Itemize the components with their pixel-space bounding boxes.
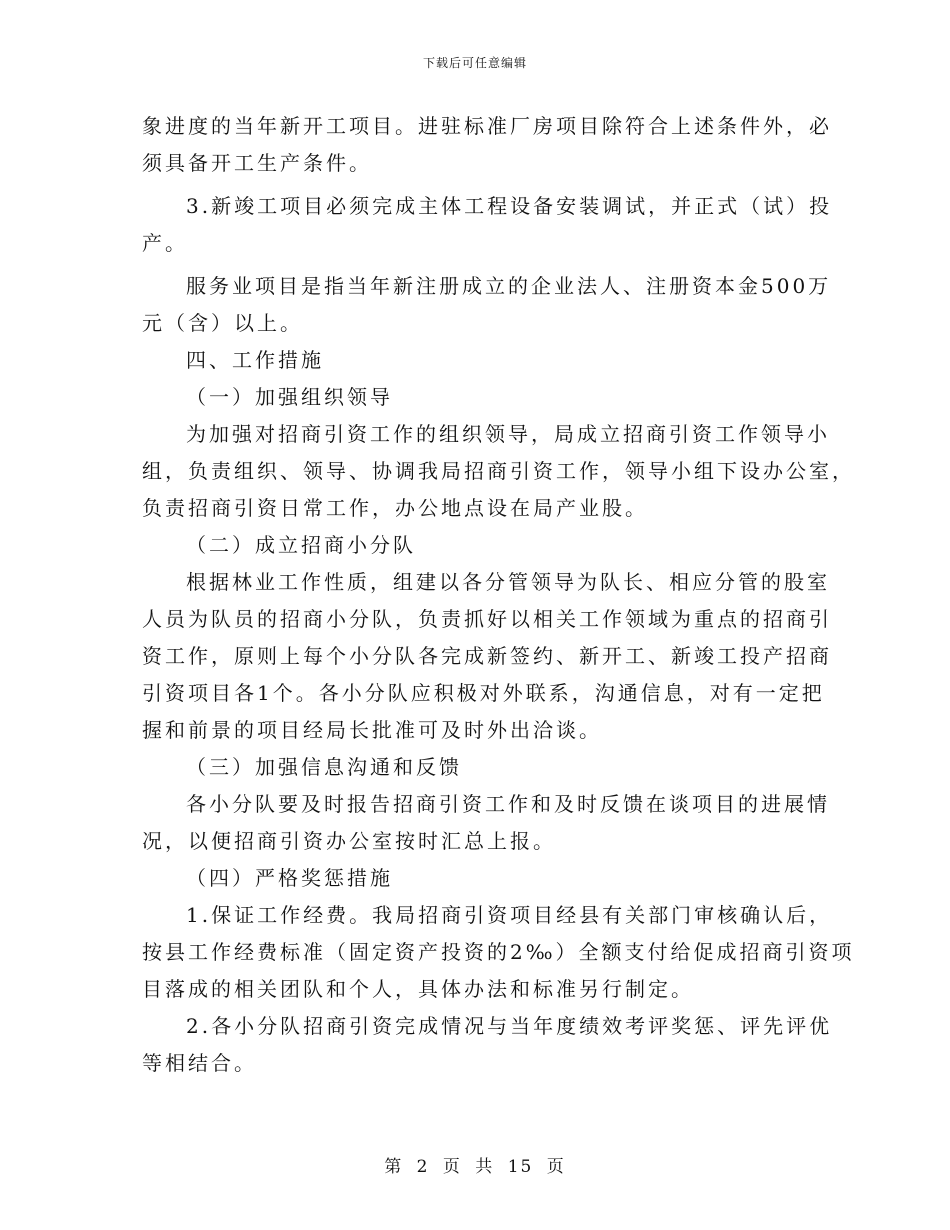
text-line: 目落成的相关团队和个人，具体办法和标准另行制定。 [142, 977, 694, 1001]
page-footer [0, 1152, 950, 1177]
footer-di: 第 [384, 1157, 404, 1177]
footer-ye: 页 [442, 1157, 462, 1177]
page-header: 下载后可任意编辑 [422, 56, 527, 70]
text-line: 资工作，原则上每个小分队各完成新签约、新开工、新竣工投产招商 [142, 644, 832, 668]
text-line: 元（含）以上。 [142, 311, 303, 335]
text-line: 根据林业工作性质，组建以各分管领导为队长、相应分管的股室 [186, 570, 830, 594]
text-line: 3.新竣工项目必须完成主体工程设备安装调试，并正式（试）投 [186, 194, 833, 218]
text-line: 2.各小分队招商引资完成情况与当年度绩效考评奖惩、评先评优 [186, 1014, 833, 1038]
text-line: 按县工作经费标准（固定资产投资的2‰）全额支付给促成招商引资项 [142, 940, 855, 964]
total-pages: 15 [507, 1157, 534, 1177]
subsection-heading: （一）加强组织领导 [186, 385, 393, 409]
text-line: 产。 [142, 231, 188, 255]
subsection-heading: （二）成立招商小分队 [186, 533, 416, 557]
text-line: 为加强对招商引资工作的组织领导，局成立招商引资工作领导小 [186, 422, 830, 446]
text-line: 人员为队员的招商小分队，负责抓好以相关工作领域为重点的招商引 [142, 607, 832, 631]
text-line: 服务业项目是指当年新注册成立的企业法人、注册资本金500万 [186, 274, 832, 298]
section-heading: 四、工作措施 [186, 348, 324, 372]
document-body [142, 108, 855, 1082]
footer-gong: 共 [475, 1157, 495, 1177]
subsection-heading: （三）加强信息沟通和反馈 [186, 755, 462, 779]
subsection-heading: （四）严格奖惩措施 [186, 866, 393, 890]
text-line: 组，负责组织、领导、协调我局招商引资工作，领导小组下设办公室， [142, 459, 855, 483]
text-line: 引资项目各1个。各小分队应积极对外联系，沟通信息，对有一定把 [142, 681, 825, 705]
text-line: 象进度的当年新开工项目。进驻标准厂房项目除符合上述条件外，必 [142, 114, 832, 138]
text-line: 须具备开工生产条件。 [142, 151, 372, 175]
footer-ye2: 页 [546, 1157, 566, 1177]
text-line: 等相结合。 [142, 1051, 257, 1075]
text-line: 各小分队要及时报告招商引资工作和及时反馈在谈项目的进展情 [186, 792, 830, 816]
text-line: 况，以便招商引资办公室按时汇总上报。 [142, 829, 556, 853]
text-line: 握和前景的项目经局长批准可及时外出洽谈。 [142, 718, 602, 742]
page-number: 2 [416, 1157, 430, 1177]
text-line: 1.保证工作经费。我局招商引资项目经县有关部门审核确认后， [186, 903, 833, 927]
text-line: 负责招商引资日常工作，办公地点设在局产业股。 [142, 496, 648, 520]
